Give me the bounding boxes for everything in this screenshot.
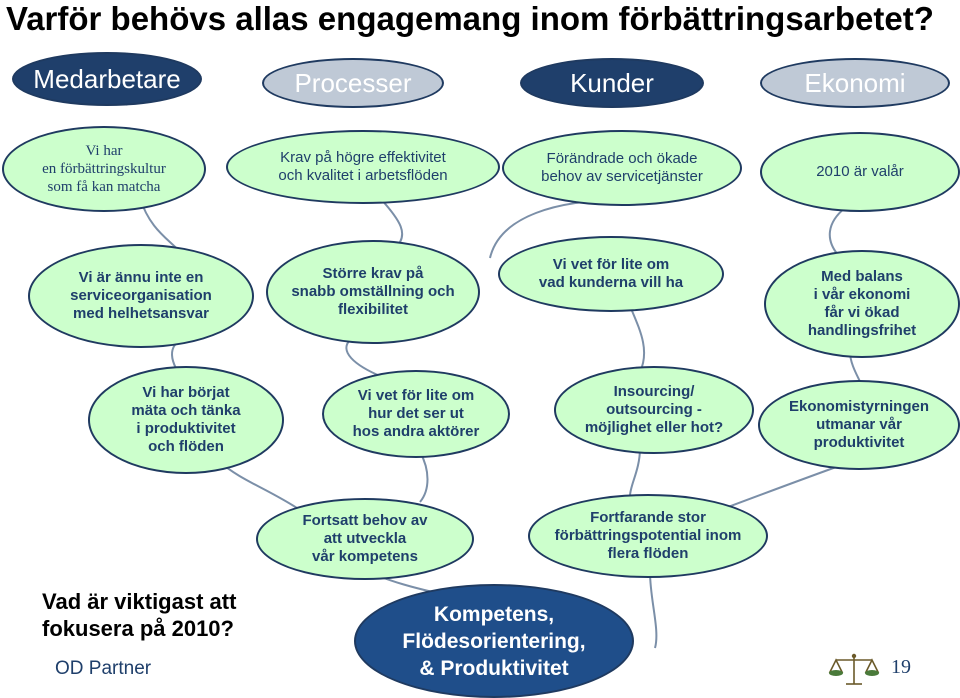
ekonomi-row3: Ekonomistyrningen utmanar vår produktivitet	[758, 380, 960, 470]
category-processer: Processer	[262, 58, 444, 108]
competence-need: Fortsatt behov av att utveckla vår kompetens	[256, 498, 474, 580]
medarbetare-row3: Vi har börjat mäta och tänka i produktivitet och flöden	[88, 366, 284, 474]
page-number: 19	[891, 656, 911, 678]
focus-question: Vad är viktigast att fokusera på 2010?	[42, 589, 237, 641]
improvement-potential: Fortfarande stor förbättringspotential inom flera flöden	[528, 494, 768, 578]
category-kunder: Kunder	[520, 58, 704, 108]
processer-row2: Större krav på snabb omställning och flexibilitet	[266, 240, 480, 344]
medarbetare-row1: Vi har en förbättringskultur som få kan matcha	[2, 126, 206, 212]
ekonomi-row1: 2010 är valår	[760, 132, 960, 212]
kunder-row3: Insourcing/ outsourcing - möjlighet eller hot?	[554, 366, 754, 454]
kunder-row1: Förändrade och ökade behov av servicetjänster	[502, 130, 742, 206]
connector	[630, 448, 640, 496]
category-medarbetare: Medarbetare	[12, 52, 202, 106]
processer-row1: Krav på högre effektivitet och kvalitet i arbetsflöden	[226, 130, 500, 204]
connector	[720, 462, 850, 510]
processer-row3: Vi vet för lite om hur det ser ut hos andra aktörer	[322, 370, 510, 458]
category-ekonomi: Ekonomi	[760, 58, 950, 108]
ekonomi-row2: Med balans i vår ekonomi får vi ökad handlingsfrihet	[764, 250, 960, 358]
footer-brand: OD Partner	[55, 658, 152, 679]
connector	[650, 572, 656, 648]
kunder-row2: Vi vet för lite om vad kunderna vill ha	[498, 236, 724, 312]
conclusion-oval: Kompetens, Flödesorientering, & Produktivitet	[354, 584, 634, 698]
connector	[630, 306, 644, 372]
connector	[220, 462, 300, 510]
scales-logo-icon	[826, 650, 882, 688]
connector	[420, 452, 428, 502]
medarbetare-row2: Vi är ännu inte en serviceorganisation med helhetsansvar	[28, 244, 254, 348]
slide-title: Varför behövs allas engagemang inom förbättringsarbetet?	[6, 0, 934, 37]
